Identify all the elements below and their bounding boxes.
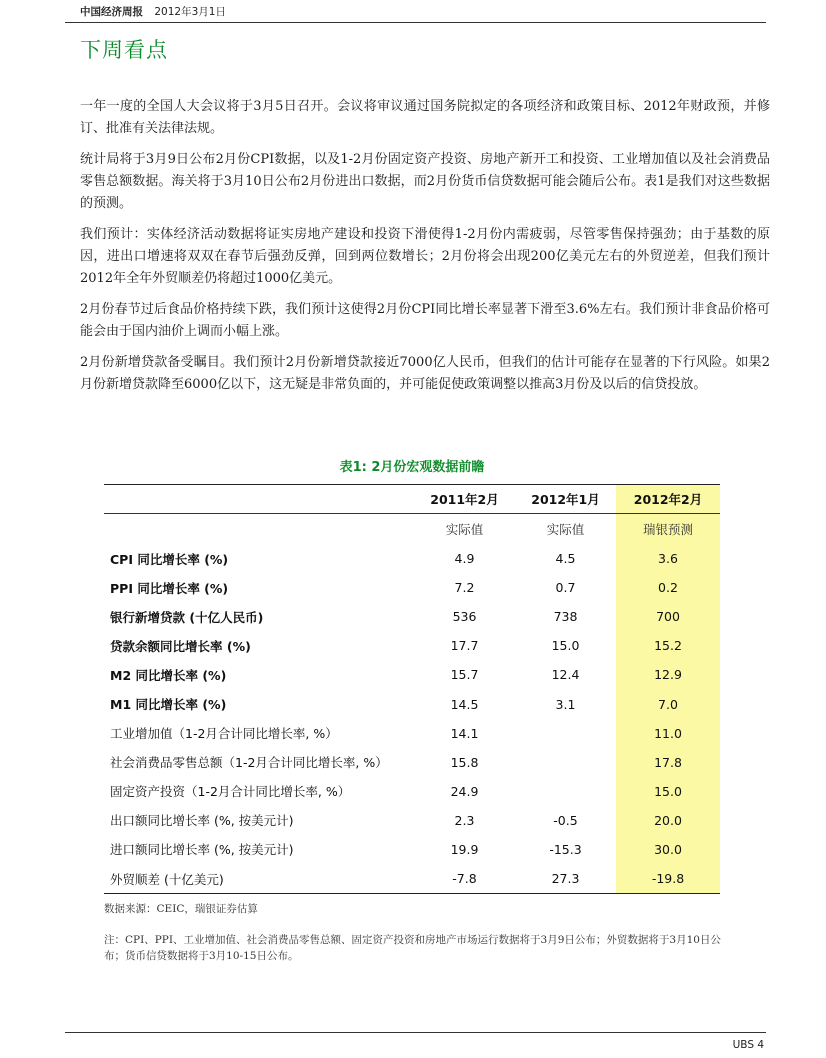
header-rule xyxy=(65,22,766,23)
cell-value: 4.9 xyxy=(454,551,475,567)
table-row xyxy=(104,689,720,718)
cell-forecast: 15.0 xyxy=(616,777,720,806)
row-label: M2 同比增长率 (%) xyxy=(110,667,227,683)
running-header xyxy=(80,4,766,19)
publication-date: 2012年3月1日 xyxy=(154,6,226,18)
header-blank xyxy=(104,485,414,514)
row-label: 工业增加值（1-2月合计同比增长率, %） xyxy=(110,726,338,742)
cell-value: 7.2 xyxy=(454,580,475,596)
cell-forecast: 7.0 xyxy=(616,689,720,718)
table-row xyxy=(104,602,720,631)
table-row xyxy=(104,835,720,864)
table-row xyxy=(104,864,720,894)
cell-value: 15.0 xyxy=(551,638,580,654)
table-row xyxy=(104,544,720,573)
cell-forecast: 15.2 xyxy=(616,631,720,660)
row-label: CPI 同比增长率 (%) xyxy=(110,551,229,567)
row-label: 进口额同比增长率 (%, 按美元计) xyxy=(110,842,294,858)
publication-name: 中国经济周报 xyxy=(80,6,143,18)
cell-forecast: 11.0 xyxy=(616,719,720,748)
cell-value xyxy=(515,719,616,748)
cell-value: 17.7 xyxy=(450,638,479,654)
cell-value: 19.9 xyxy=(450,841,479,857)
cell-value: -0.5 xyxy=(553,812,578,828)
row-label: M1 同比增长率 (%) xyxy=(110,697,227,713)
footer-rule xyxy=(65,1032,766,1033)
column-header: 2012年1月 xyxy=(515,485,616,514)
cell-value: 536 xyxy=(452,609,477,625)
table-row xyxy=(104,748,720,777)
cell-value: 0.7 xyxy=(555,580,576,596)
cell-forecast: 700 xyxy=(616,602,720,631)
table-row xyxy=(104,631,720,660)
cell-forecast: 20.0 xyxy=(616,806,720,835)
table-row xyxy=(104,660,720,689)
cell-value: 15.7 xyxy=(450,667,479,683)
paragraph-loans: 2月份新增贷款备受瞩目。我们预计2月份新增贷款接近7000亿人民币，但我们的估计可能存在显著的下行风险。如果2月份新增贷款降至6000亿以下，这无疑是非常负面的，并可能促使政策调整以推高3月份及以后的信贷投放。 xyxy=(80,355,770,392)
table-body xyxy=(104,544,720,894)
cell-value: 738 xyxy=(553,609,578,625)
subheader-blank xyxy=(104,514,414,545)
cell-value xyxy=(515,748,616,777)
macro-forecast-table xyxy=(104,484,720,894)
column-header: 2011年2月 xyxy=(414,485,515,514)
cell-value: 2.3 xyxy=(454,812,475,828)
cell-value: 12.4 xyxy=(551,667,580,683)
row-label: 贷款余额同比增长率 (%) xyxy=(110,638,251,654)
cell-forecast: 12.9 xyxy=(616,660,720,689)
cell-value: 4.5 xyxy=(555,551,576,567)
column-subheader: 实际值 xyxy=(445,522,484,537)
data-source: 数据来源：CEIC，瑞银证券估算 xyxy=(104,903,258,915)
table-row xyxy=(104,806,720,835)
cell-value: -7.8 xyxy=(414,864,515,894)
body-text xyxy=(80,96,770,405)
paragraph-npc: 一年一度的全国人大会议将于3月5日召开。会议将审议通过国务院拟定的各项经济和政策目标、2012年财政预，并修订、批准有关法律法规。 xyxy=(80,99,770,136)
row-label: 银行新增贷款 (十亿人民币) xyxy=(110,609,264,625)
paragraph-cpi: 2月份春节过后食品价格持续下跌，我们预计这使得2月份CPI同比增长率显著下滑至3.6%左右。我们预计非食品价格可能会由于国内油价上调而小幅上涨。 xyxy=(80,302,770,339)
cell-forecast: -19.8 xyxy=(616,864,720,894)
column-subheader: 实际值 xyxy=(546,522,585,537)
cell-forecast: 17.8 xyxy=(616,748,720,777)
cell-forecast: 3.6 xyxy=(616,544,720,573)
column-subheader-forecast: 瑞银预测 xyxy=(616,514,720,545)
table-caption: 表1: 2月份宏观数据前瞻 xyxy=(339,460,485,475)
table-row xyxy=(104,719,720,748)
table-row xyxy=(104,573,720,602)
table-row xyxy=(104,777,720,806)
paragraph-forecast: 我们预计：实体经济活动数据将证实房地产建设和投资下滑使得1-2月份内需疲弱，尽管零售保持强劲；由于基数的原因，进出口增速将双双在春节后强劲反弹，回到两位数增长；2月份将会出现200亿美元左右的外贸逆差，但我们预计2012年全年外贸顺差仍将超过1000亿美元。 xyxy=(80,227,770,286)
cell-value: 3.1 xyxy=(555,696,576,712)
cell-value xyxy=(515,777,616,806)
cell-forecast: 0.2 xyxy=(616,573,720,602)
row-label: 社会消费品零售总额（1-2月合计同比增长率, %） xyxy=(110,755,388,771)
table-header-row xyxy=(104,485,720,514)
cell-value: 14.5 xyxy=(450,696,479,712)
cell-value: 27.3 xyxy=(515,864,616,894)
row-label: 出口额同比增长率 (%, 按美元计) xyxy=(110,813,294,829)
cell-forecast: 30.0 xyxy=(616,835,720,864)
table-subheader-row xyxy=(104,514,720,545)
cell-value: 15.8 xyxy=(450,754,479,770)
cell-value: -15.3 xyxy=(549,841,582,857)
row-label: PPI 同比增长率 (%) xyxy=(110,580,229,596)
row-label: 外贸顺差 (十亿美元) xyxy=(104,864,414,894)
paragraph-data-release: 统计局将于3月9日公布2月份CPI数据，以及1-2月份固定资产投资、房地产新开工和投资、工业增加值以及社会消费品零售总额数据。海关将于3月10日公布2月份进出口数据，而2月份货币信贷数据可能会随后公布。表1是我们对这些数据的预测。 xyxy=(80,152,770,211)
page-number: UBS 4 xyxy=(732,1039,764,1051)
section-title: 下周看点 xyxy=(80,38,168,62)
table-note: 注：CPI、PPI、工业增加值、社会消费品零售总额、固定资产投资和房地产市场运行数据将于3月9日公布；外贸数据将于3月10日公布；货币信贷数据将于3月10-15日公布。 xyxy=(104,934,721,962)
column-header-forecast: 2012年2月 xyxy=(616,485,720,514)
cell-value: 14.1 xyxy=(450,725,479,741)
row-label: 固定资产投资（1-2月合计同比增长率, %） xyxy=(110,784,351,800)
cell-value: 24.9 xyxy=(450,783,479,799)
